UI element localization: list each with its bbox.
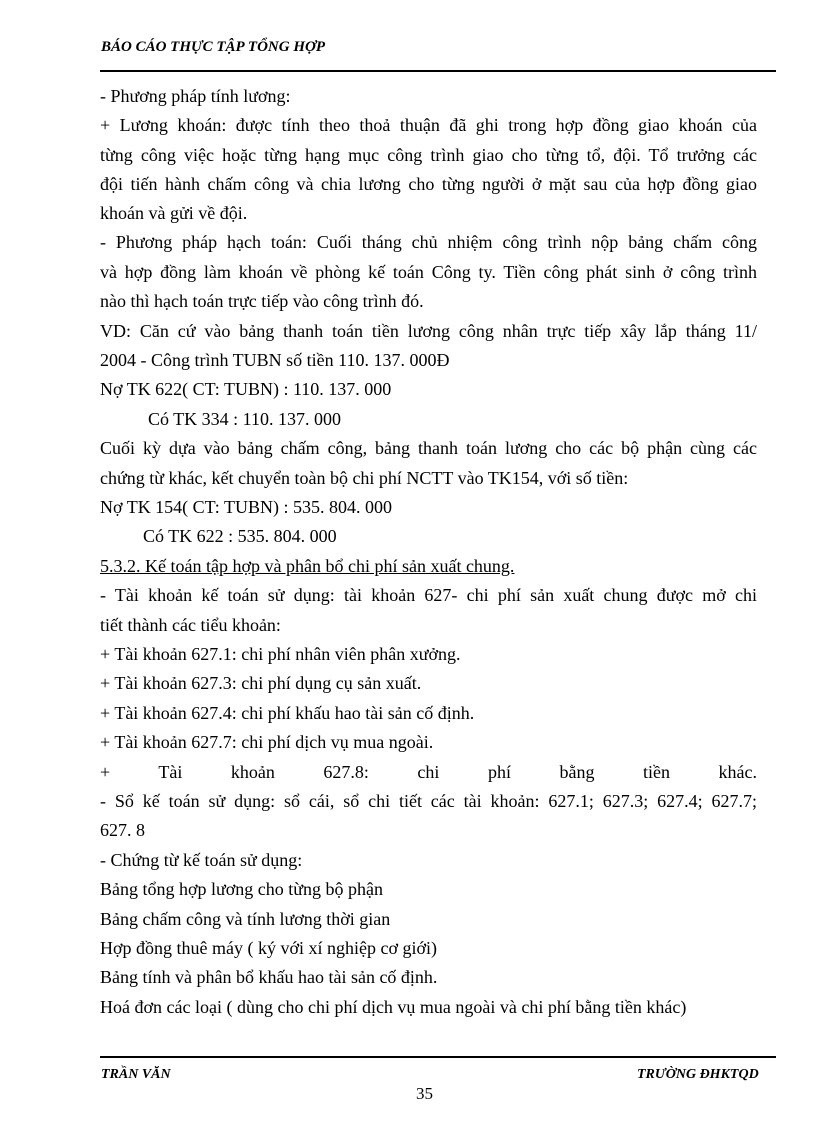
text-line: VD: Căn cứ vào bảng thanh toán tiền lương công nhân trực tiếp xây lắp tháng 11/ xyxy=(100,321,757,341)
document-list-item: Hợp đồng thuê máy ( ký với xí nghiệp cơ giới) xyxy=(100,938,438,958)
header-rule xyxy=(100,70,776,72)
text-line: 627. 8 xyxy=(100,820,145,840)
text-line: khoán và gửi về đội. xyxy=(100,203,248,223)
text-line: từng công việc hoặc từng hạng mục công trình giao cho từng tổ, đội. Tổ trưởng các xyxy=(100,145,757,165)
list-item: + Tài khoản 627.3: chi phí dụng cụ sản xuất. xyxy=(100,673,422,693)
text-line: nào thì hạch toán trực tiếp vào công trình đó. xyxy=(100,291,424,311)
footer-author: TRẦN VĂN xyxy=(101,1067,171,1082)
list-item: + Tài khoản 627.1: chi phí nhân viên phân xưởng. xyxy=(100,644,461,664)
list-item: + Tài khoản 627.8: chi phí bằng tiền khác. xyxy=(100,762,757,782)
text-line: và hợp đồng làm khoán về phòng kế toán Công ty. Tiền công phát sinh ở công trình xyxy=(100,262,757,282)
text-line: - Phương pháp hạch toán: Cuối tháng chủ nhiệm công trình nộp bảng chấm công xyxy=(100,232,757,252)
page-number: 35 xyxy=(416,1084,433,1103)
document-list-item: Bảng chấm công và tính lương thời gian xyxy=(100,909,391,929)
text-line: tiết thành các tiểu khoản: xyxy=(100,615,281,635)
footer-rule xyxy=(100,1056,776,1058)
header-title: BÁO CÁO THỰC TẬP TỔNG HỢP xyxy=(101,39,325,55)
text-line: 2004 - Công trình TUBN số tiền 110. 137. 000Đ xyxy=(100,350,450,370)
document-list-item: Bảng tính và phân bổ khấu hao tài sản cố định. xyxy=(100,967,438,987)
document-list-item: Hoá đơn các loại ( dùng cho chi phí dịch vụ mua ngoài và chi phí bằng tiền khác) xyxy=(100,997,687,1017)
journal-entry-line: Có TK 334 : 110. 137. 000 xyxy=(148,409,342,429)
text-line: - Sổ kế toán sử dụng: sổ cái, sổ chi tiết các tài khoản: 627.1; 627.3; 627.4; 627.7; xyxy=(100,791,757,811)
document-list-item: Bảng tổng hợp lương cho từng bộ phận xyxy=(100,879,384,899)
text-line: chứng từ khác, kết chuyển toàn bộ chi phí NCTT vào TK154, với số tiền: xyxy=(100,468,629,488)
journal-entry-line: Nợ TK 154( CT: TUBN) : 535. 804. 000 xyxy=(100,497,392,517)
text-line: - Tài khoản kế toán sử dụng: tài khoản 627- chi phí sản xuất chung được mở chi xyxy=(100,585,757,605)
text-line: - Chứng từ kế toán sử dụng: xyxy=(100,850,303,870)
list-item: + Tài khoản 627.7: chi phí dịch vụ mua ngoài. xyxy=(100,732,434,752)
text-line: - Phương pháp tính lương: xyxy=(100,86,291,106)
text-line: đội tiến hành chấm công và chia lương cho từng người ở mặt sau của hợp đồng giao xyxy=(100,174,757,194)
section-heading: 5.3.2. Kế toán tập hợp và phân bổ chi phí sản xuất chung. xyxy=(100,556,515,576)
list-item: + Tài khoản 627.4: chi phí khấu hao tài sản cố định. xyxy=(100,703,475,723)
journal-entry-line: Có TK 622 : 535. 804. 000 xyxy=(143,526,337,546)
text-line: + Lương khoán: được tính theo thoả thuận đã ghi trong hợp đồng giao khoán của xyxy=(100,115,757,135)
text-line: Cuối kỳ dựa vào bảng chấm công, bảng thanh toán lương cho các bộ phận cùng các xyxy=(100,438,757,458)
footer-school: TRƯỜNG ĐHKTQD xyxy=(637,1067,759,1082)
journal-entry-line: Nợ TK 622( CT: TUBN) : 110. 137. 000 xyxy=(100,379,392,399)
